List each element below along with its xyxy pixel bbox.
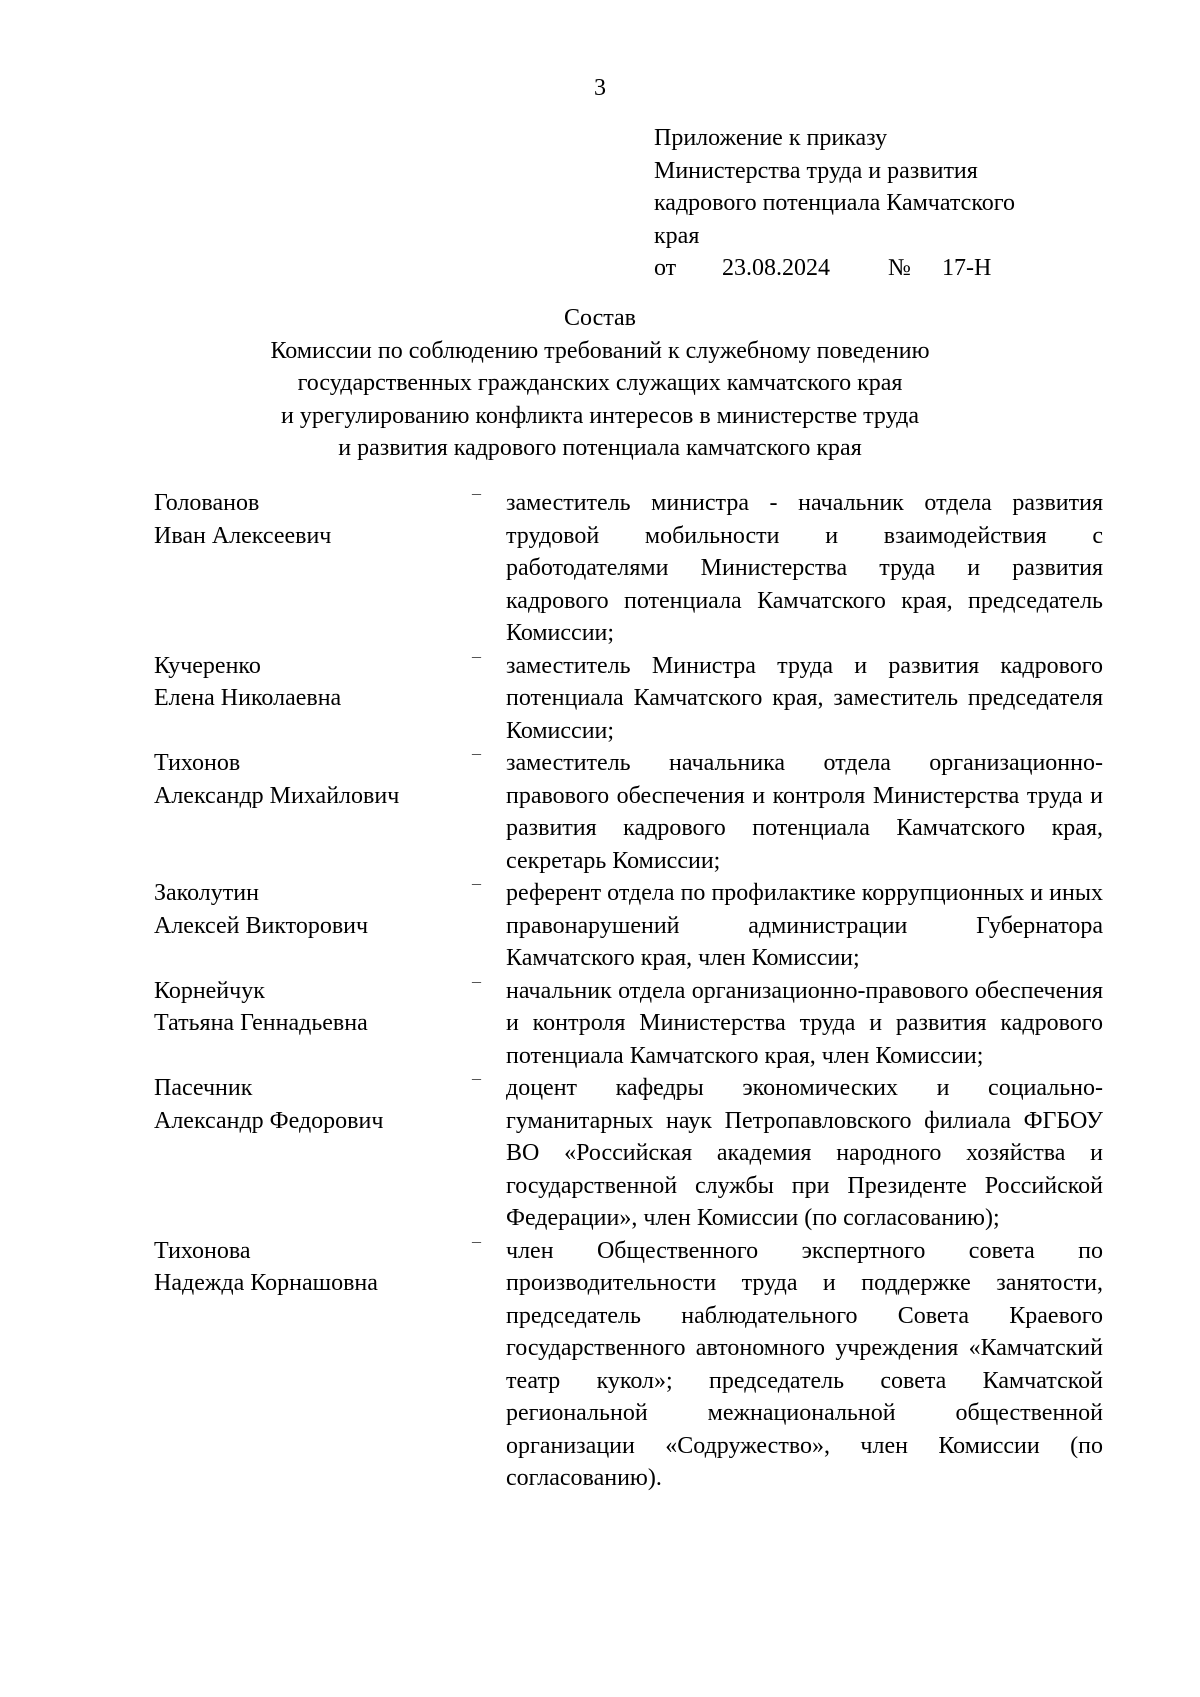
member-entry (154, 1230, 1104, 1495)
member-surname: Тихонова (154, 1237, 251, 1264)
member-surname: Голованов (154, 490, 260, 516)
dash: – (472, 483, 481, 503)
member-entry (154, 645, 1104, 748)
member-entry (154, 743, 1104, 877)
member-name (154, 487, 474, 552)
member-given-name: Татьяна Геннадьевна (154, 1010, 368, 1036)
member-role: референт отдела по профилактике коррупционных и иных правонарушений администрации Губернатора Камчатского края, член Комиссии; (506, 880, 1103, 971)
dash: – (472, 1230, 481, 1251)
order-date: 23.08.2024 (722, 255, 830, 281)
member-name (154, 747, 474, 812)
member-role: заместитель начальника отдела организационно-правового обеспечения и контроля Министерства труда и развития кадрового потенциала Камчатского края, секретарь Комиссии; (506, 750, 1103, 874)
dash: – (472, 743, 481, 763)
member-name (154, 877, 474, 942)
member-entry (154, 970, 1104, 1073)
order-line (654, 252, 1104, 285)
member-given-name: Елена Николаевна (154, 685, 342, 711)
member-role: член Общественного экспертного совета по производительности труда и поддержке занятости, председатель наблюдательного Совета Краевого государственного автономного учреждения «Камчатский театр кукол»; председатель совета Камчатской региональной межнациональной общественной организации «Содружество», член Комиссии (по согласованию). (506, 1237, 1103, 1491)
document-title (0, 302, 1200, 465)
appendix-line: Министерства труда и развития (654, 157, 978, 184)
dash: – (472, 970, 481, 991)
member-name (154, 650, 474, 715)
members-list (154, 483, 1104, 1495)
dash: – (472, 873, 481, 893)
title-line: Комиссии по соблюдению требований к служебному поведению (270, 337, 930, 364)
member-role: заместитель Министра труда и развития кадрового потенциала Камчатского края, заместитель председателя Комиссии; (506, 652, 1103, 744)
title-line: государственных гражданских служащих камчатского края (297, 370, 903, 396)
member-name (154, 1235, 474, 1300)
order-from-label: от (654, 255, 677, 281)
order-number: 17-Н (942, 255, 992, 281)
member-role: заместитель министра - начальник отдела развития трудовой мобильности и взаимодействия с работодателями Министерства труда и развития кадрового потенциала Камчатского края, председатель Комиссии; (506, 490, 1103, 646)
member-given-name: Иван Алексеевич (154, 522, 332, 549)
dash: – (472, 1068, 481, 1088)
member-given-name: Алексей Викторович (154, 912, 369, 939)
member-entry (154, 1068, 1104, 1235)
member-role: доцент кафедры экономических и социально-гуманитарных наук Петропавловского филиала ФГБОУ ВО «Российская академия народного хозяйства и государственной службы при Президенте Российской Федерации», член Комиссии (по согласованию); (506, 1075, 1103, 1231)
appendix-header (654, 122, 1104, 285)
member-given-name: Александр Федорович (154, 1107, 384, 1134)
appendix-line: Приложение к приказу (654, 125, 888, 151)
member-role: начальник отдела организационно-правового обеспечения и контроля Министерства труда и развития кадрового потенциала Камчатского края, член Комиссии; (506, 977, 1103, 1069)
member-surname: Тихонов (154, 750, 241, 776)
member-surname: Заколутин (154, 880, 259, 906)
order-number-label: № (888, 255, 911, 281)
member-name (154, 975, 474, 1040)
title-line: и развития кадрового потенциала камчатского края (338, 435, 862, 461)
member-surname: Пасечник (154, 1075, 253, 1101)
member-surname: Кучеренко (154, 652, 261, 679)
member-entry (154, 873, 1104, 975)
dash: – (472, 645, 481, 666)
member-surname: Корнейчук (154, 977, 265, 1004)
appendix-line: края (654, 222, 700, 249)
title-line: и урегулированию конфликта интересов в министерстве труда (281, 402, 919, 429)
page-number: 3 (594, 75, 606, 101)
appendix-line: кадрового потенциала Камчатского (654, 190, 1016, 216)
member-entry (154, 483, 1104, 650)
title-heading: Состав (563, 305, 637, 331)
member-given-name: Александр Михайлович (154, 782, 400, 809)
member-given-name: Надежда Корнашовна (154, 1270, 378, 1296)
member-name (154, 1072, 474, 1137)
